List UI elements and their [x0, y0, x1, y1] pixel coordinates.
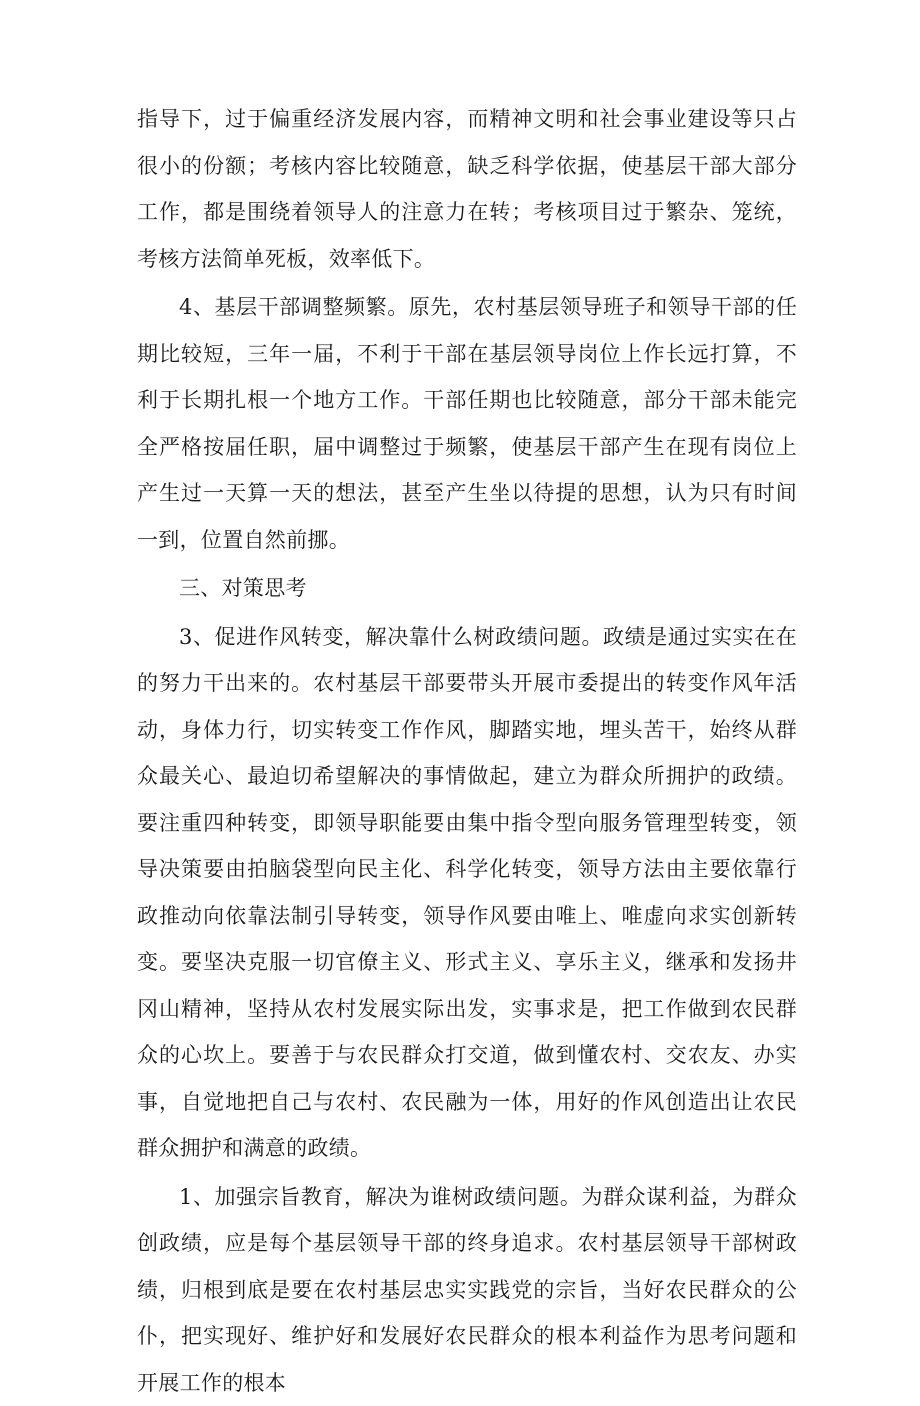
paragraph-continuation: 指导下，过于偏重经济发展内容，而精神文明和社会事业建设等只占很小的份额；考核内容比较随意，缺乏科学依据，使基层干部大部分工作，都是围绕着领导人的注意力在转；考核项目过于繁杂、笼统，考核方法简单死板，效率低下。: [137, 96, 797, 282]
document-body: [137, 96, 797, 1406]
paragraph-purpose-education: 1、加强宗旨教育，解决为谁树政绩问题。为群众谋利益，为群众创政绩，应是每个基层领导干部的终身追求。农村基层领导干部树政绩，归根到底是要在农村基层忠实实践党的宗旨，当好农民群众的公仆，把实现好、维护好和发展好农民群众的根本利益作为思考问题和开展工作的根本: [137, 1174, 797, 1406]
paragraph-cadre-adjustment: 4、基层干部调整频繁。原先，农村基层领导班子和领导干部的任期比较短，三年一届，不利于干部在基层领导岗位上作长远打算，不利于长期扎根一个地方工作。干部任期也比较随意，部分干部未能完全严格按届任职，届中调整过于频繁，使基层干部产生在现有岗位上产生过一天算一天的想法，甚至产生坐以待提的思想，认为只有时间一到，位置自然前挪。: [137, 284, 797, 563]
paragraph-style-change: 3、促进作风转变，解决靠什么树政绩问题。政绩是通过实实在在的努力干出来的。农村基层干部要带头开展市委提出的转变作风年活动，身体力行，切实转变工作作风，脚踏实地，埋头苦干，始终从群众最关心、最迫切希望解决的事情做起，建立为群众所拥护的政绩。要注重四种转变，即领导职能要由集中指令型向服务管理型转变，领导决策要由拍脑袋型向民主化、科学化转变，领导方法由主要依靠行政推动向依靠法制引导转变，领导作风要由唯上、唯虚向求实创新转变。要坚决克服一切官僚主义、形式主义、享乐主义，继承和发扬井冈山精神，坚持从农村发展实际出发，实事求是，把工作做到农民群众的心坎上。要善于与农民群众打交道，做到懂农村、交农友、办实事，自觉地把自己与农村、农民融为一体，用好的作风创造出让农民群众拥护和满意的政绩。: [137, 614, 797, 1172]
section-heading-countermeasures: 三、对策思考: [137, 565, 797, 612]
